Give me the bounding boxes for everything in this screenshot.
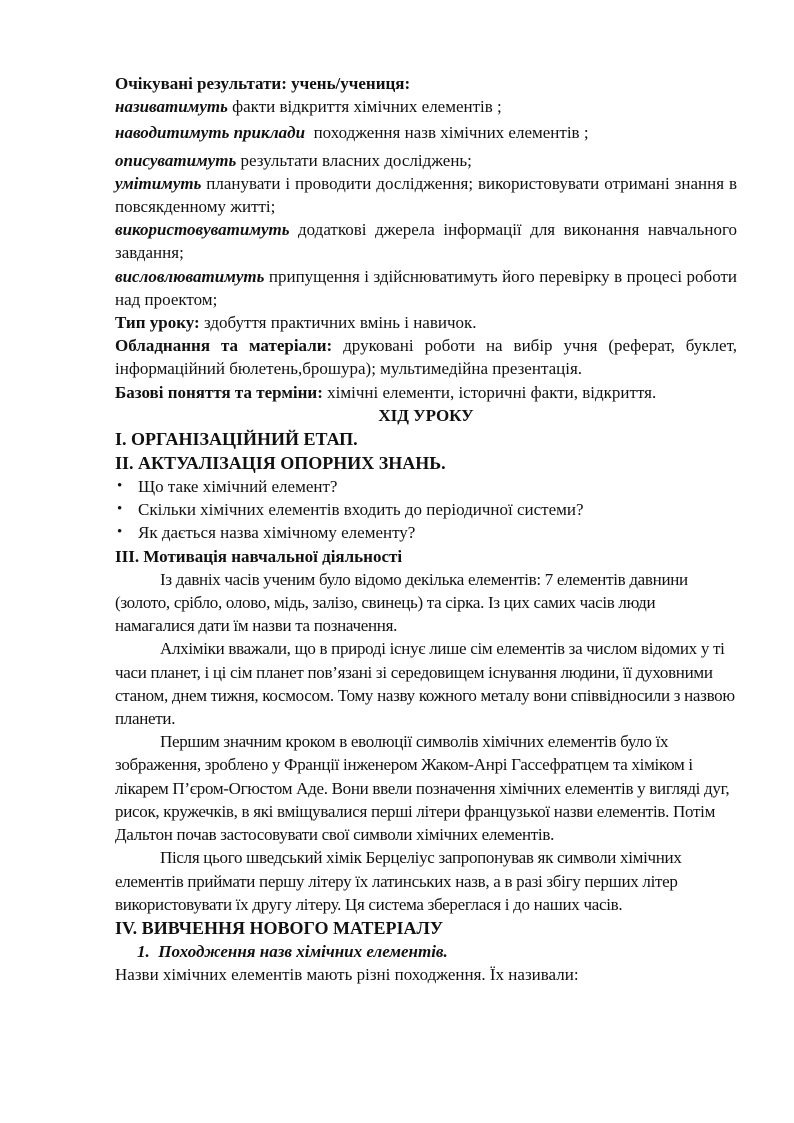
equipment <box>115 334 737 380</box>
document-page <box>115 72 737 986</box>
expected-item-text: припущення і здійснюватимуть його перевірку в процесі роботи над проектом; <box>115 266 737 309</box>
closing-text: Назви хімічних елементів мають різні походження. Їх називали: <box>115 965 579 985</box>
list-item <box>115 475 737 498</box>
basic-concepts <box>115 381 737 404</box>
expected-item-key: описуватимуть <box>115 150 237 170</box>
stage-knowledge-update: ІІ. АКТУАЛІЗАЦІЯ ОПОРНИХ ЗНАНЬ. <box>115 453 446 474</box>
expected-item-text: походження назв хімічних елементів ; <box>305 123 589 143</box>
stage-motivation: ІІІ. Мотивація навчальної діяльності <box>115 546 403 566</box>
expected-item-1 <box>115 95 737 118</box>
question-text: Як дається назва хімічному елементу? <box>138 523 416 543</box>
expected-item-3 <box>115 149 737 172</box>
lesson-course-heading: ХІД УРОКУ <box>378 405 474 425</box>
bullet-icon: • <box>117 524 123 541</box>
list-item <box>115 521 737 544</box>
expected-item-key: наводитимуть приклади <box>115 123 306 143</box>
expected-item-text: додаткові джерела інформації для виконання навчального завдання; <box>115 220 737 263</box>
bullet-icon: • <box>117 478 123 495</box>
expected-item-text: планувати і проводити дослідження; використовувати отримані знання в повсякденному житті; <box>115 173 737 217</box>
bullet-icon: • <box>117 501 123 518</box>
equipment-text: друковані роботи на вибір учня (реферат, буклет, інформаційний бюлетень,брошура); мультимедійна презентація. <box>115 336 737 379</box>
paragraph: Першим значним кроком в еволюції символів хімічних елементів було їх зображення, зроблено у Франції інженером Жаком-Анрі Гассефратцем та хіміком і лікарем П’єром-Огюстом Аде. Вони ввели позначення хімічних елементів у вигляді дуг, рисок, кружечків, в які вміщувалися перші літери французької назви елементів. Потім Дальтон почав застосовувати свої символи хімічних елементів. <box>115 732 730 845</box>
paragraph: Із давніх часів ученим було відомо декілька елементів: 7 елементів давнини (золото, срібло, олово, мідь, залізо, свинець) та сірка. Із цих самих часів люди намагалися дати їм назви та позначення. <box>115 569 688 636</box>
questions-list <box>115 475 737 545</box>
expected-item-key: умітимуть <box>115 173 202 193</box>
expected-item-text: факти відкриття хімічних елементів ; <box>227 97 502 117</box>
expected-item-5 <box>115 218 737 264</box>
lesson-type-label: Тип уроку: <box>115 313 200 333</box>
expected-results-heading: Очікувані результати: учень/учениця: <box>115 74 411 93</box>
lesson-type-text: здобуття практичних вмінь і навичок. <box>199 313 477 333</box>
equipment-label: Обладнання та матеріали: <box>115 336 333 356</box>
stage-new-material: IV. ВИВЧЕННЯ НОВОГО МАТЕРІАЛУ <box>115 917 444 938</box>
expected-item-key: використовуватимуть <box>115 220 290 240</box>
question-text: Скільки хімічних елементів входить до періодичної системи? <box>138 500 584 520</box>
list-item <box>115 498 737 521</box>
expected-item-2 <box>115 121 737 144</box>
paragraph: Після цього шведський хімік Берцеліус запропонував як символи хімічних елементів приймати першу літеру їх латинських назв, а в разі збігу перших літер використовувати їх другу літеру. Ця система збереглася і до наших часів. <box>115 848 682 914</box>
subsection-heading <box>137 940 737 963</box>
basic-concepts-text: хімічні елементи, історичні факти, відкриття. <box>322 382 657 402</box>
basic-concepts-label: Базові поняття та терміни: <box>115 382 323 402</box>
stage-organizational: І. ОРГАНІЗАЦІЙНИЙ ЕТАП. <box>115 429 358 450</box>
expected-item-4 <box>115 172 737 218</box>
expected-item-6 <box>115 265 737 311</box>
question-text: Що таке хімічний елемент? <box>138 477 338 497</box>
expected-item-key: висловлюватимуть <box>115 266 265 286</box>
subsection-title: Походження назв хімічних елементів. <box>158 941 448 961</box>
expected-item-key: називатимуть <box>115 97 228 117</box>
expected-item-text: результати власних досліджень; <box>236 150 472 170</box>
paragraph: Алхіміки вважали, що в природі існує лише сім елементів за числом відомих у ті часи планет, і ці сім планет пов’язані зі середовищем існування людини, її духовними станом, днем тижня, космосом. Тому назву кожного металу вони співвідносили з назвою планети. <box>115 639 735 729</box>
subsection-number: 1. <box>137 941 150 961</box>
lesson-type <box>115 311 737 334</box>
